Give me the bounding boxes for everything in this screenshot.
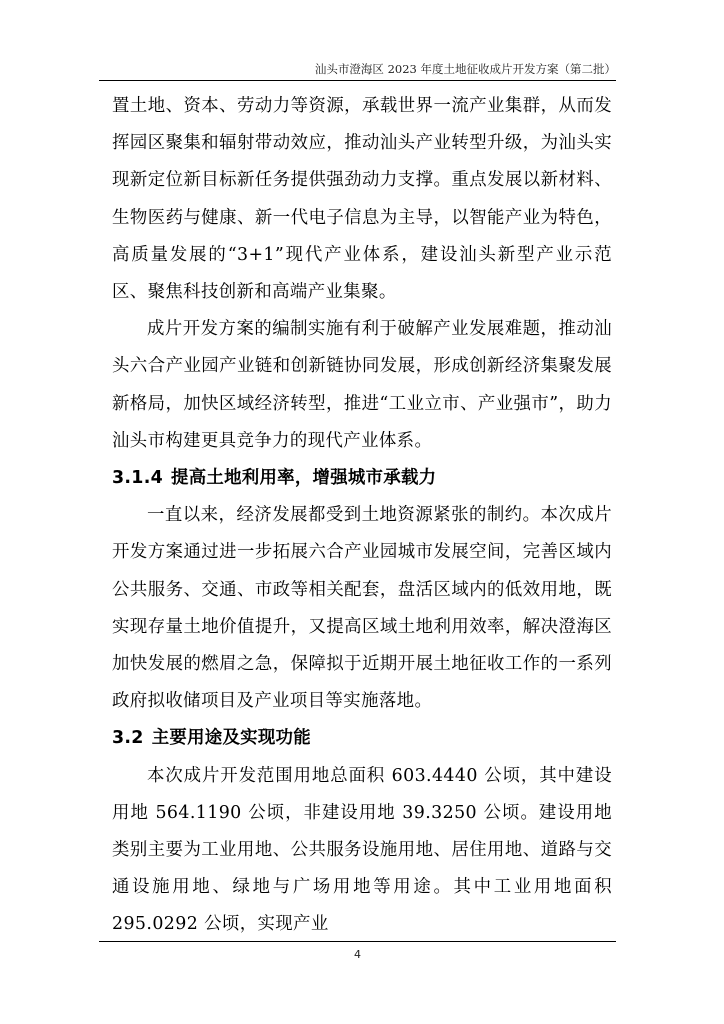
paragraph-land-use: 一直以来，经济发展都受到土地资源紧张的制约。本次成片开发方案通过进一步拓展六合产业园城市发展空间，完善区域内公共服务、交通、市政等相关配套，盘活区域内的低效用地，既实现存量土地价值提升，又提高区域土地利用效率，解决澄海区加快发展的燃眉之急，保障拟于近期开展土地征收工作的一系列政府拟收储项目及产业项目等实施落地。 — [112, 505, 612, 712]
section-title: 主要用途及实现功能 — [151, 728, 311, 749]
section-heading-3-1-4 — [112, 460, 612, 497]
section-heading-3-2 — [112, 720, 612, 757]
footer-divider — [99, 941, 616, 942]
page-number: 4 — [354, 948, 361, 961]
section-number: 3.1.4 — [112, 468, 164, 489]
paragraph-land-area: 本次成片开发范围用地总面积 603.4440 公顷，其中建设用地 564.1190 公顷，非建设用地 39.3250 公顷。建设用地类别主要为工业用地、公共服务设施用地、居住用地、道路与交通设施用地、绿地与广场用地等用途。其中工业用地面积 295.0292 公顷，实现产业 — [112, 765, 612, 935]
paragraph-continued: 置土地、资本、劳动力等资源，承载世界一流产业集群，从而发挥园区聚集和辐射带动效应，推动汕头产业转型升级，为汕头实现新定位新目标新任务提供强劲动力支撑。重点发展以新材料、生物医药与健康、新一代电子信息为主导，以智能产业为特色，高质量发展的“3+1”现代产业体系，建设汕头新型产业示范区、聚焦科技创新和高端产业集聚。 — [112, 96, 612, 303]
paragraph-development-plan: 成片开发方案的编制实施有利于破解产业发展难题，推动汕头六合产业园产业链和创新链协同发展，形成创新经济集聚发展新格局，加快区域经济转型，推进“工业立市、产业强市”，助力汕头市构建更具竞争力的现代产业体系。 — [112, 319, 612, 451]
header-divider — [99, 80, 616, 81]
running-header: 汕头市澄海区 2023 年度土地征收成片开发方案（第二批） — [314, 62, 616, 76]
page-body — [112, 88, 612, 944]
section-number: 3.2 — [112, 728, 144, 749]
section-title: 提高土地利用率，增强城市承载力 — [171, 468, 437, 489]
